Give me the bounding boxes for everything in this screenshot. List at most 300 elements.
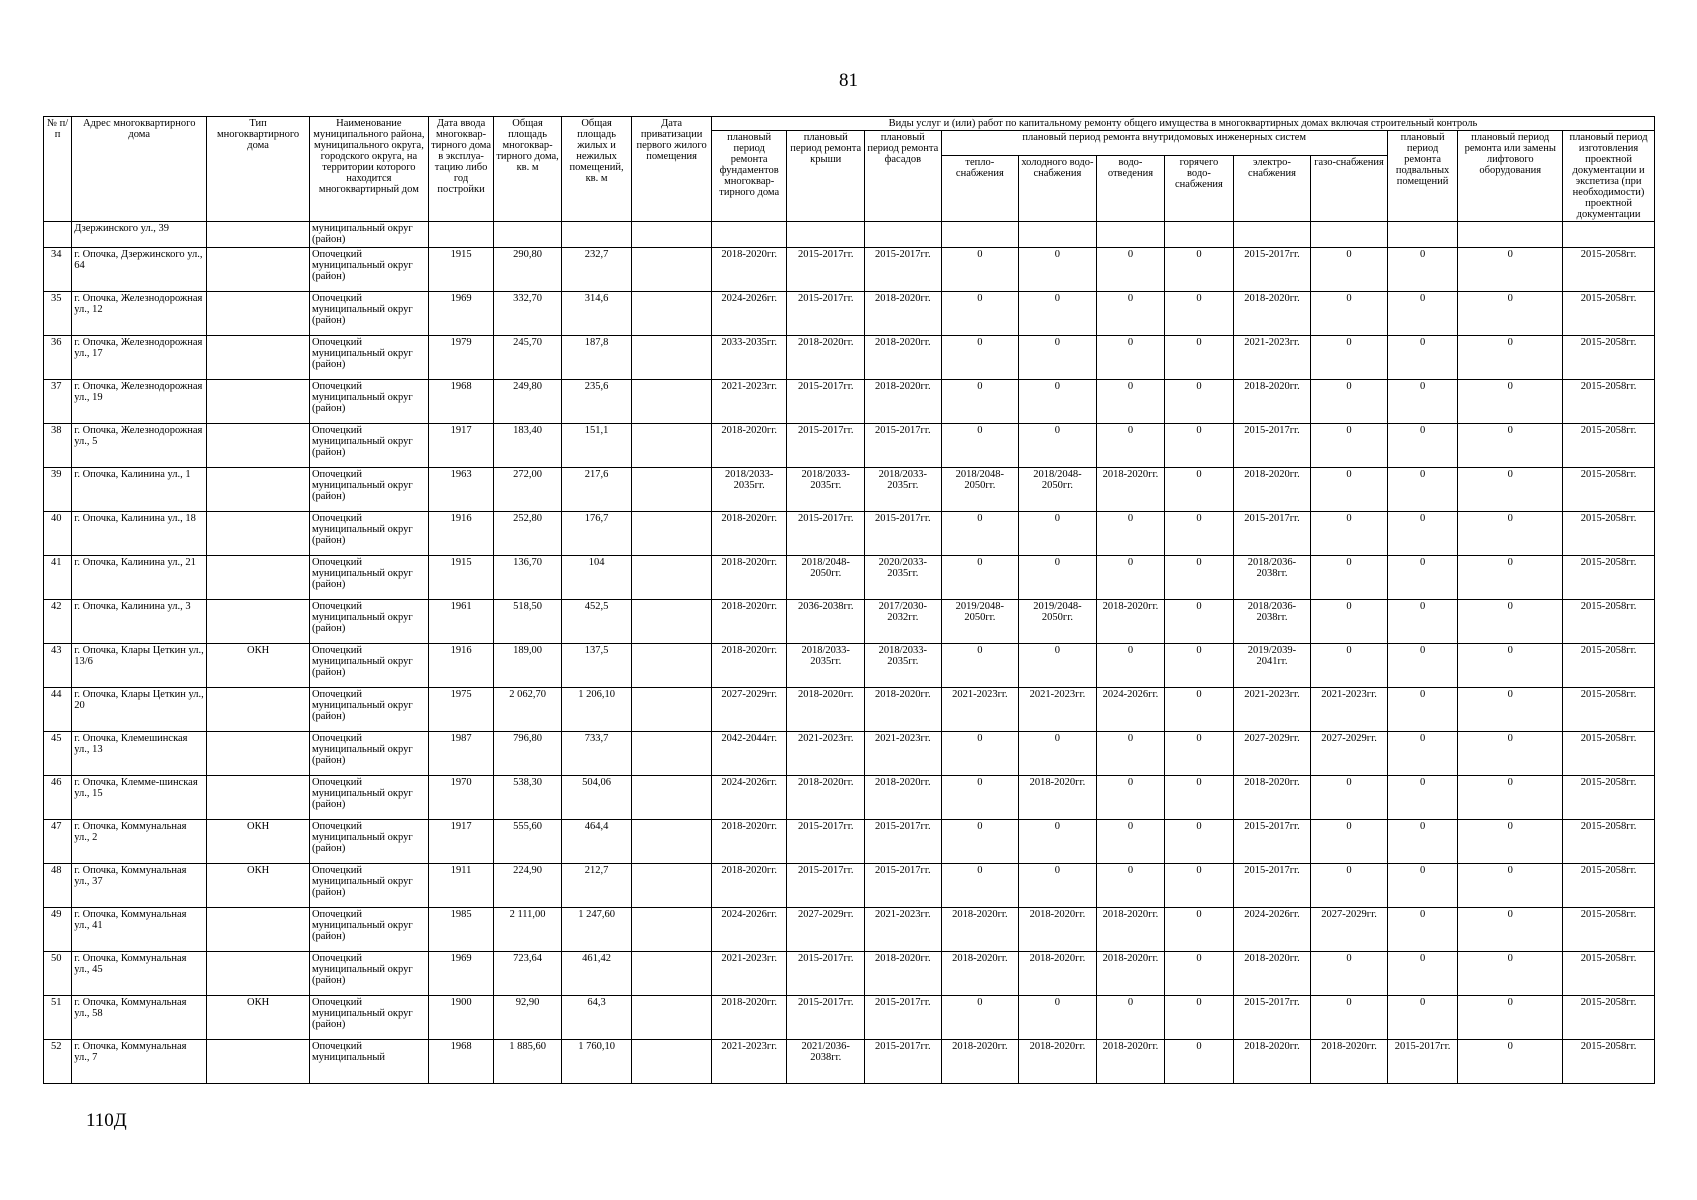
cell-total-area: 518,50 <box>494 600 562 644</box>
cell-sewer: 2018-2020гг. <box>1096 600 1165 644</box>
cell-foundation: 2018-2020гг. <box>711 248 787 292</box>
cell-cold-water: 2018-2020гг. <box>1019 1040 1097 1084</box>
cell-foundation: 2021-2023гг. <box>711 1040 787 1084</box>
continuation-row <box>44 222 1655 248</box>
cell-num: 46 <box>44 776 72 820</box>
cell-basement: 0 <box>1387 336 1458 380</box>
col-header-works: Виды услуг и (или) работ по капитальному ремонту общего имущества в многоквартирных домах включая строительный контроль <box>711 117 1654 131</box>
cell-elevator: 0 <box>1458 380 1563 424</box>
cell-gas: 0 <box>1311 556 1388 600</box>
col-header-electric: электро-снабжения <box>1233 156 1311 222</box>
cell-foundation: 2018-2020гг. <box>711 644 787 688</box>
table-row <box>44 600 1655 644</box>
cell-municipality: Опочецкий муниципальный округ (район) <box>309 820 428 864</box>
cell-living-area: 212,7 <box>561 864 632 908</box>
cell-roof: 2021-2023гг. <box>787 732 865 776</box>
cell-heat: 0 <box>941 380 1019 424</box>
cell-electric: 2015-2017гг. <box>1233 248 1311 292</box>
cell-living-area: 187,8 <box>561 336 632 380</box>
cell-cold-water: 2021-2023гг. <box>1019 688 1097 732</box>
cell-type <box>207 292 310 336</box>
cell-basement: 0 <box>1387 952 1458 996</box>
cell-num: 44 <box>44 688 72 732</box>
table-row <box>44 336 1655 380</box>
cell-total-area: 245,70 <box>494 336 562 380</box>
cell-hot-water: 0 <box>1165 688 1234 732</box>
cell-electric: 2018-2020гг. <box>1233 380 1311 424</box>
cell-type: ОКН <box>207 644 310 688</box>
cell-facade: 2020/2033-2035гг. <box>865 556 942 600</box>
cell-address: г. Опочка, Железнодорожная ул., 17 <box>72 336 207 380</box>
cell-total-area: 189,00 <box>494 644 562 688</box>
cell-hot-water: 0 <box>1165 380 1234 424</box>
cell-design-docs: 2015-2058гг. <box>1563 952 1655 996</box>
cell-elevator: 0 <box>1458 336 1563 380</box>
cell-empty <box>1019 222 1097 248</box>
col-header-num: № п/п <box>44 117 72 222</box>
cell-num: 36 <box>44 336 72 380</box>
cell-electric: 2015-2017гг. <box>1233 512 1311 556</box>
cell-num: 39 <box>44 468 72 512</box>
cell-heat: 2019/2048-2050гг. <box>941 600 1019 644</box>
cell-sewer: 0 <box>1096 644 1165 688</box>
cell-facade: 2015-2017гг. <box>865 820 942 864</box>
cell-gas: 0 <box>1311 336 1388 380</box>
cell-hot-water: 0 <box>1165 1040 1234 1084</box>
cell-electric: 2018-2020гг. <box>1233 468 1311 512</box>
cell-electric: 2018-2020гг. <box>1233 292 1311 336</box>
cell-sewer: 2018-2020гг. <box>1096 952 1165 996</box>
cell-design-docs: 2015-2058гг. <box>1563 292 1655 336</box>
cell-design-docs: 2015-2058гг. <box>1563 556 1655 600</box>
cell-municipality: Опочецкий муниципальный округ (район) <box>309 556 428 600</box>
cell-elevator: 0 <box>1458 468 1563 512</box>
cell-type <box>207 1040 310 1084</box>
cell-cold-water: 0 <box>1019 292 1097 336</box>
cell-num: 50 <box>44 952 72 996</box>
header-row-1 <box>44 117 1655 131</box>
cell-total-area: 332,70 <box>494 292 562 336</box>
cell-type: ОКН <box>207 996 310 1040</box>
cell-empty <box>1165 222 1234 248</box>
cell-electric: 2018-2020гг. <box>1233 1040 1311 1084</box>
cell-empty <box>787 222 865 248</box>
cell-living-area: 1 206,10 <box>561 688 632 732</box>
col-header-design-docs: плановый период изготовления проектной документации и экспетиза (при необходимости) проектной документации <box>1563 131 1655 222</box>
cell-facade: 2017/2030-2032гг. <box>865 600 942 644</box>
cell-basement: 0 <box>1387 820 1458 864</box>
cell-electric: 2015-2017гг. <box>1233 864 1311 908</box>
cell-design-docs: 2015-2058гг. <box>1563 380 1655 424</box>
cell-type <box>207 908 310 952</box>
cell-address: г. Опочка, Клемешинская ул., 13 <box>72 732 207 776</box>
cell-sewer: 0 <box>1096 996 1165 1040</box>
cell-design-docs: 2015-2058гг. <box>1563 336 1655 380</box>
cell-gas: 2027-2029гг. <box>1311 732 1388 776</box>
cell-elevator: 0 <box>1458 424 1563 468</box>
cell-type: ОКН <box>207 864 310 908</box>
table-row <box>44 248 1655 292</box>
cell-electric: 2018/2036-2038гг. <box>1233 556 1311 600</box>
table-row <box>44 776 1655 820</box>
cell-sewer: 2018-2020гг. <box>1096 468 1165 512</box>
cell-elevator: 0 <box>1458 248 1563 292</box>
cell-year: 1917 <box>428 424 493 468</box>
cell-num: 34 <box>44 248 72 292</box>
cell-roof: 2018-2020гг. <box>787 688 865 732</box>
cell-municipality: муниципальный округ (район) <box>309 222 428 248</box>
cell-gas: 0 <box>1311 380 1388 424</box>
cell-address: г. Опочка, Коммунальная ул., 58 <box>72 996 207 1040</box>
cell-living-area: 217,6 <box>561 468 632 512</box>
cell-sewer: 0 <box>1096 424 1165 468</box>
cell-design-docs: 2015-2058гг. <box>1563 732 1655 776</box>
cell-cold-water: 2018/2048-2050гг. <box>1019 468 1097 512</box>
cell-hot-water: 0 <box>1165 600 1234 644</box>
cell-year: 1911 <box>428 864 493 908</box>
cell-cold-water: 0 <box>1019 512 1097 556</box>
cell-empty <box>561 222 632 248</box>
col-header-roof: плановый период ремонта крыши <box>787 131 865 222</box>
cell-basement: 0 <box>1387 864 1458 908</box>
cell-sewer: 0 <box>1096 864 1165 908</box>
cell-type <box>207 336 310 380</box>
cell-address: г. Опочка, Железнодорожная ул., 5 <box>72 424 207 468</box>
cell-type <box>207 468 310 512</box>
cell-heat: 2018/2048-2050гг. <box>941 468 1019 512</box>
cell-cold-water: 0 <box>1019 644 1097 688</box>
cell-address: г. Опочка, Дзержинского ул., 64 <box>72 248 207 292</box>
cell-cold-water: 0 <box>1019 864 1097 908</box>
cell-empty <box>494 222 562 248</box>
cell-municipality: Опочецкий муниципальный округ (район) <box>309 864 428 908</box>
cell-municipality: Опочецкий муниципальный округ (район) <box>309 424 428 468</box>
cell-num: 37 <box>44 380 72 424</box>
cell-hot-water: 0 <box>1165 512 1234 556</box>
cell-sewer: 0 <box>1096 336 1165 380</box>
cell-num: 47 <box>44 820 72 864</box>
cell-hot-water: 0 <box>1165 820 1234 864</box>
cell-living-area: 235,6 <box>561 380 632 424</box>
cell-year: 1917 <box>428 820 493 864</box>
cell-heat: 0 <box>941 248 1019 292</box>
cell-foundation: 2018-2020гг. <box>711 864 787 908</box>
cell-privatization <box>632 468 712 512</box>
cell-facade: 2021-2023гг. <box>865 732 942 776</box>
table-row <box>44 1040 1655 1084</box>
cell-year: 1968 <box>428 380 493 424</box>
cell-privatization <box>632 952 712 996</box>
table-row <box>44 908 1655 952</box>
cell-facade: 2018-2020гг. <box>865 952 942 996</box>
cell-gas: 0 <box>1311 512 1388 556</box>
cell-hot-water: 0 <box>1165 424 1234 468</box>
cell-num: 43 <box>44 644 72 688</box>
cell-roof: 2018-2020гг. <box>787 776 865 820</box>
cell-basement: 0 <box>1387 644 1458 688</box>
cell-num: 40 <box>44 512 72 556</box>
cell-heat: 2018-2020гг. <box>941 908 1019 952</box>
cell-roof: 2036-2038гг. <box>787 600 865 644</box>
cell-roof: 2027-2029гг. <box>787 908 865 952</box>
cell-heat: 2018-2020гг. <box>941 1040 1019 1084</box>
cell-cold-water: 0 <box>1019 820 1097 864</box>
cell-facade: 2015-2017гг. <box>865 248 942 292</box>
cell-roof: 2015-2017гг. <box>787 820 865 864</box>
cell-cold-water: 0 <box>1019 732 1097 776</box>
cell-type <box>207 600 310 644</box>
col-header-basement: плановый период ремонта подвальных помещений <box>1387 131 1458 222</box>
cell-heat: 2021-2023гг. <box>941 688 1019 732</box>
cell-design-docs: 2015-2058гг. <box>1563 248 1655 292</box>
table-row <box>44 996 1655 1040</box>
cell-basement: 0 <box>1387 732 1458 776</box>
cell-empty <box>1563 222 1655 248</box>
cell-design-docs: 2015-2058гг. <box>1563 1040 1655 1084</box>
cell-sewer: 0 <box>1096 248 1165 292</box>
cell-gas: 0 <box>1311 864 1388 908</box>
cell-empty <box>941 222 1019 248</box>
cell-roof: 2018/2048-2050гг. <box>787 556 865 600</box>
cell-gas: 0 <box>1311 776 1388 820</box>
cell-heat: 0 <box>941 776 1019 820</box>
cell-living-area: 733,7 <box>561 732 632 776</box>
cell-municipality: Опочецкий муниципальный округ (район) <box>309 600 428 644</box>
cell-year: 1963 <box>428 468 493 512</box>
col-header-engineering: плановый период ремонта внутридомовых инженерных систем <box>941 131 1387 156</box>
cell-sewer: 0 <box>1096 292 1165 336</box>
cell-privatization <box>632 644 712 688</box>
cell-num: 41 <box>44 556 72 600</box>
cell-year: 1969 <box>428 952 493 996</box>
table-row <box>44 820 1655 864</box>
cell-type <box>207 222 310 248</box>
cell-basement: 0 <box>1387 292 1458 336</box>
cell-electric: 2019/2039-2041гг. <box>1233 644 1311 688</box>
cell-municipality: Опочецкий муниципальный округ (район) <box>309 468 428 512</box>
cell-facade: 2015-2017гг. <box>865 864 942 908</box>
capital-repair-table <box>43 116 1655 1084</box>
cell-num: 38 <box>44 424 72 468</box>
cell-cold-water: 2018-2020гг. <box>1019 908 1097 952</box>
cell-elevator: 0 <box>1458 776 1563 820</box>
cell-type <box>207 512 310 556</box>
col-header-foundation: плановый период ремонта фундаментов многоквар-тирного дома <box>711 131 787 222</box>
cell-privatization <box>632 600 712 644</box>
col-header-heat: тепло-снабжения <box>941 156 1019 222</box>
cell-hot-water: 0 <box>1165 908 1234 952</box>
cell-roof: 2015-2017гг. <box>787 512 865 556</box>
cell-heat: 0 <box>941 292 1019 336</box>
cell-year: 1916 <box>428 512 493 556</box>
table-row <box>44 644 1655 688</box>
cell-address: г. Опочка, Калинина ул., 21 <box>72 556 207 600</box>
cell-address: г. Опочка, Железнодорожная ул., 19 <box>72 380 207 424</box>
cell-foundation: 2024-2026гг. <box>711 776 787 820</box>
cell-heat: 0 <box>941 732 1019 776</box>
cell-elevator: 0 <box>1458 732 1563 776</box>
cell-type <box>207 732 310 776</box>
cell-type <box>207 556 310 600</box>
cell-sewer: 0 <box>1096 776 1165 820</box>
cell-address: г. Опочка, Клары Цеткин ул., 13/6 <box>72 644 207 688</box>
cell-empty <box>428 222 493 248</box>
cell-elevator: 0 <box>1458 908 1563 952</box>
cell-foundation: 2033-2035гг. <box>711 336 787 380</box>
cell-electric: 2021-2023гг. <box>1233 688 1311 732</box>
cell-roof: 2015-2017гг. <box>787 864 865 908</box>
cell-year: 1915 <box>428 556 493 600</box>
cell-living-area: 314,6 <box>561 292 632 336</box>
cell-design-docs: 2015-2058гг. <box>1563 908 1655 952</box>
cell-elevator: 0 <box>1458 820 1563 864</box>
cell-year: 1968 <box>428 1040 493 1084</box>
cell-design-docs: 2015-2058гг. <box>1563 996 1655 1040</box>
cell-gas: 0 <box>1311 292 1388 336</box>
cell-municipality: Опочецкий муниципальный округ (район) <box>309 248 428 292</box>
cell-municipality: Опочецкий муниципальный округ (район) <box>309 732 428 776</box>
cell-privatization <box>632 864 712 908</box>
cell-privatization <box>632 336 712 380</box>
cell-address: г. Опочка, Коммунальная ул., 2 <box>72 820 207 864</box>
cell-privatization <box>632 1040 712 1084</box>
cell-roof: 2015-2017гг. <box>787 380 865 424</box>
cell-foundation: 2021-2023гг. <box>711 952 787 996</box>
cell-living-area: 232,7 <box>561 248 632 292</box>
cell-hot-water: 0 <box>1165 776 1234 820</box>
cell-num <box>44 222 72 248</box>
cell-facade: 2018-2020гг. <box>865 292 942 336</box>
cell-elevator: 0 <box>1458 644 1563 688</box>
cell-privatization <box>632 688 712 732</box>
cell-gas: 2021-2023гг. <box>1311 688 1388 732</box>
cell-empty <box>1458 222 1563 248</box>
cell-basement: 0 <box>1387 424 1458 468</box>
cell-electric: 2018/2036-2038гг. <box>1233 600 1311 644</box>
cell-foundation: 2021-2023гг. <box>711 380 787 424</box>
cell-elevator: 0 <box>1458 688 1563 732</box>
cell-type <box>207 952 310 996</box>
cell-roof: 2018-2020гг. <box>787 336 865 380</box>
cell-facade: 2018/2033-2035гг. <box>865 644 942 688</box>
cell-electric: 2024-2026гг. <box>1233 908 1311 952</box>
cell-basement: 0 <box>1387 688 1458 732</box>
cell-heat: 0 <box>941 820 1019 864</box>
cell-living-area: 1 760,10 <box>561 1040 632 1084</box>
cell-roof: 2021/2036-2038гг. <box>787 1040 865 1084</box>
cell-empty <box>1096 222 1165 248</box>
cell-facade: 2015-2017гг. <box>865 512 942 556</box>
cell-roof: 2015-2017гг. <box>787 248 865 292</box>
cell-empty <box>632 222 712 248</box>
cell-address: г. Опочка, Коммунальная ул., 41 <box>72 908 207 952</box>
cell-living-area: 176,7 <box>561 512 632 556</box>
cell-type <box>207 248 310 292</box>
cell-cold-water: 0 <box>1019 248 1097 292</box>
cell-address: г. Опочка, Коммунальная ул., 37 <box>72 864 207 908</box>
cell-empty <box>1311 222 1388 248</box>
cell-living-area: 452,5 <box>561 600 632 644</box>
cell-address: г. Опочка, Калинина ул., 18 <box>72 512 207 556</box>
cell-basement: 0 <box>1387 468 1458 512</box>
cell-facade: 2015-2017гг. <box>865 996 942 1040</box>
cell-total-area: 249,80 <box>494 380 562 424</box>
cell-facade: 2018/2033-2035гг. <box>865 468 942 512</box>
cell-cold-water: 0 <box>1019 336 1097 380</box>
cell-address: г. Опочка, Железнодорожная ул., 12 <box>72 292 207 336</box>
cell-address: г. Опочка, Коммунальная ул., 45 <box>72 952 207 996</box>
cell-heat: 2018-2020гг. <box>941 952 1019 996</box>
cell-num: 51 <box>44 996 72 1040</box>
cell-facade: 2018-2020гг. <box>865 380 942 424</box>
cell-total-area: 538,30 <box>494 776 562 820</box>
cell-sewer: 2018-2020гг. <box>1096 908 1165 952</box>
table-row <box>44 512 1655 556</box>
cell-empty <box>711 222 787 248</box>
cell-gas: 2018-2020гг. <box>1311 1040 1388 1084</box>
cell-hot-water: 0 <box>1165 556 1234 600</box>
cell-hot-water: 0 <box>1165 468 1234 512</box>
cell-electric: 2027-2029гг. <box>1233 732 1311 776</box>
col-header-total-area: Общая площадь многоквар-тирного дома, кв. м <box>494 117 562 222</box>
cell-gas: 2027-2029гг. <box>1311 908 1388 952</box>
cell-num: 35 <box>44 292 72 336</box>
cell-foundation: 2018-2020гг. <box>711 424 787 468</box>
footer-code: 110Д <box>86 1110 127 1131</box>
cell-address: г. Опочка, Коммунальная ул., 7 <box>72 1040 207 1084</box>
cell-total-area: 1 885,60 <box>494 1040 562 1084</box>
table-row <box>44 688 1655 732</box>
cell-facade: 2018-2020гг. <box>865 688 942 732</box>
cell-privatization <box>632 556 712 600</box>
cell-total-area: 183,40 <box>494 424 562 468</box>
cell-living-area: 464,4 <box>561 820 632 864</box>
cell-basement: 0 <box>1387 248 1458 292</box>
cell-roof: 2015-2017гг. <box>787 952 865 996</box>
col-header-cold-water: холодного водо-снабжения <box>1019 156 1097 222</box>
cell-num: 48 <box>44 864 72 908</box>
cell-sewer: 0 <box>1096 556 1165 600</box>
cell-elevator: 0 <box>1458 292 1563 336</box>
col-header-living-area: Общая площадь жилых и нежилых помещений, кв. м <box>561 117 632 222</box>
cell-type <box>207 380 310 424</box>
cell-living-area: 137,5 <box>561 644 632 688</box>
cell-electric: 2018-2020гг. <box>1233 776 1311 820</box>
cell-total-area: 555,60 <box>494 820 562 864</box>
cell-num: 49 <box>44 908 72 952</box>
cell-basement: 2015-2017гг. <box>1387 1040 1458 1084</box>
cell-heat: 0 <box>941 424 1019 468</box>
cell-design-docs: 2015-2058гг. <box>1563 820 1655 864</box>
cell-privatization <box>632 248 712 292</box>
cell-electric: 2015-2017гг. <box>1233 424 1311 468</box>
cell-address: г. Опочка, Калинина ул., 1 <box>72 468 207 512</box>
cell-design-docs: 2015-2058гг. <box>1563 864 1655 908</box>
cell-facade: 2018-2020гг. <box>865 336 942 380</box>
cell-total-area: 136,70 <box>494 556 562 600</box>
cell-electric: 2015-2017гг. <box>1233 996 1311 1040</box>
table-row <box>44 292 1655 336</box>
cell-basement: 0 <box>1387 776 1458 820</box>
cell-foundation: 2018-2020гг. <box>711 512 787 556</box>
cell-year: 1987 <box>428 732 493 776</box>
cell-hot-water: 0 <box>1165 292 1234 336</box>
cell-year: 1979 <box>428 336 493 380</box>
cell-total-area: 796,80 <box>494 732 562 776</box>
cell-year: 1970 <box>428 776 493 820</box>
cell-year: 1961 <box>428 600 493 644</box>
cell-living-area: 64,3 <box>561 996 632 1040</box>
